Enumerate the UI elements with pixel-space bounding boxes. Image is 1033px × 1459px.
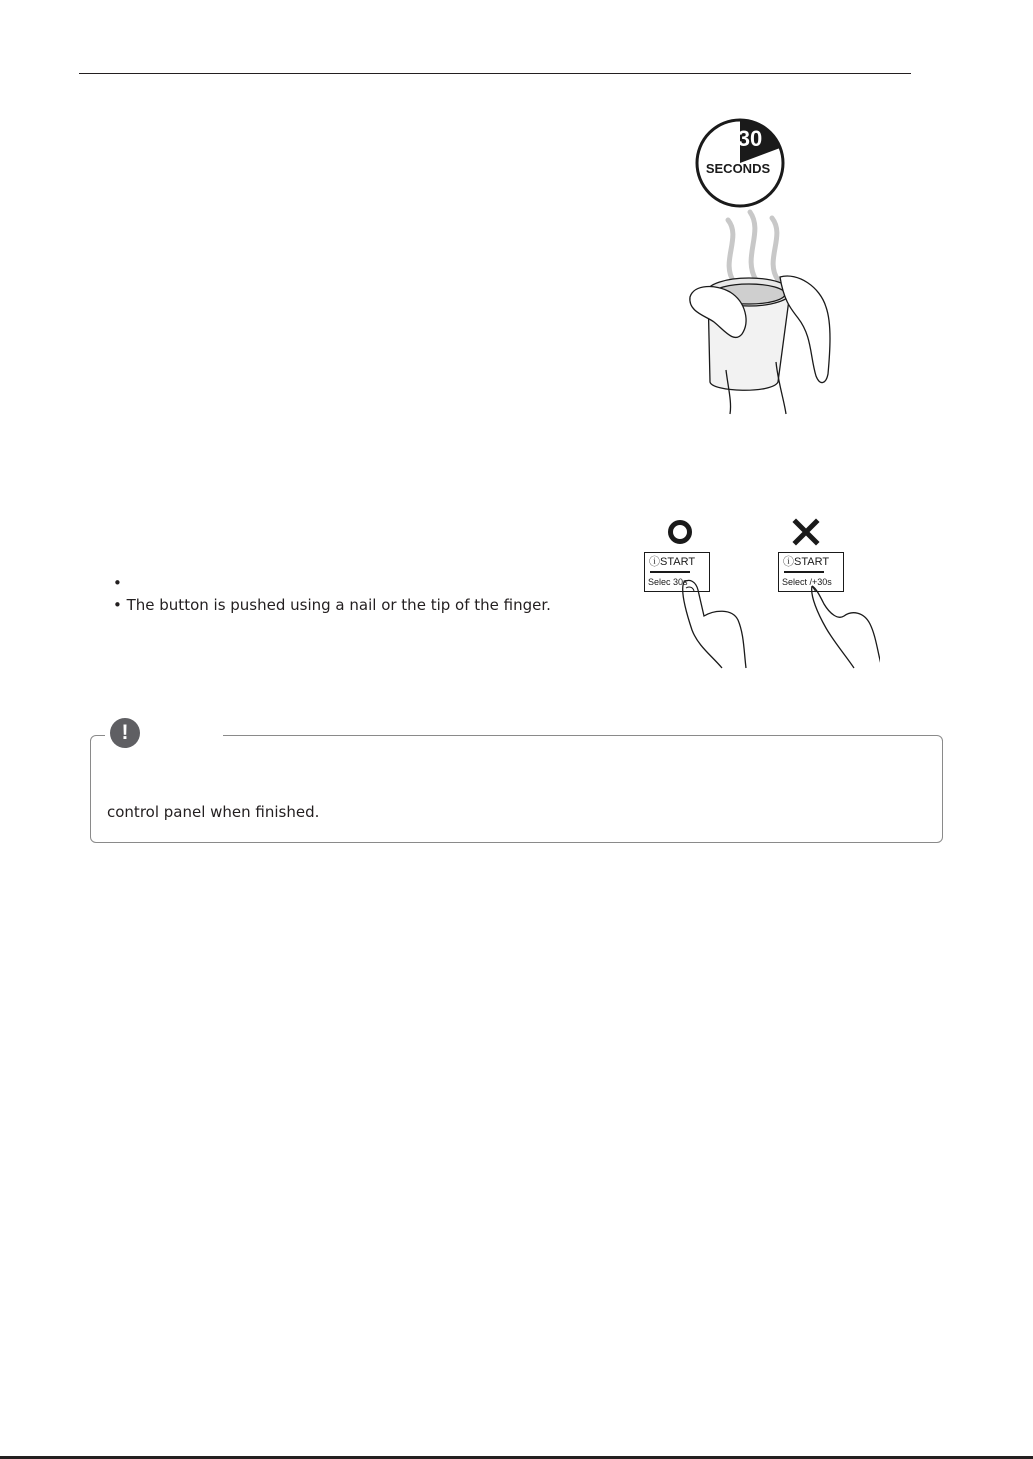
bullet-item-2: • The button is pushed using a nail or the tip of the finger. — [113, 596, 551, 614]
select-label: Selec 30s — [648, 577, 688, 587]
correct-press-figure — [634, 516, 754, 676]
start-label: ⓘSTART — [783, 556, 830, 568]
wrong-press-figure — [760, 516, 880, 676]
instruction-bullets — [113, 572, 551, 616]
exclamation-icon: ! — [110, 718, 140, 748]
warm-cup-illustration — [680, 112, 850, 422]
timer-caption: SECONDS — [705, 161, 771, 176]
cup-and-hands — [690, 276, 830, 414]
select-label: Select /+30s — [782, 577, 832, 587]
steam-lines — [728, 212, 778, 282]
fingertip-hand-illustration — [634, 516, 754, 676]
timer-icon — [697, 120, 783, 206]
timer-number: 30 — [737, 126, 763, 151]
header-rule — [79, 73, 911, 74]
note-box — [90, 735, 943, 843]
bullet-item-1: • — [113, 574, 122, 592]
note-text: control panel when finished. — [107, 803, 320, 821]
start-label: ⓘSTART — [649, 556, 696, 568]
fingernail-hand-illustration — [760, 516, 880, 676]
